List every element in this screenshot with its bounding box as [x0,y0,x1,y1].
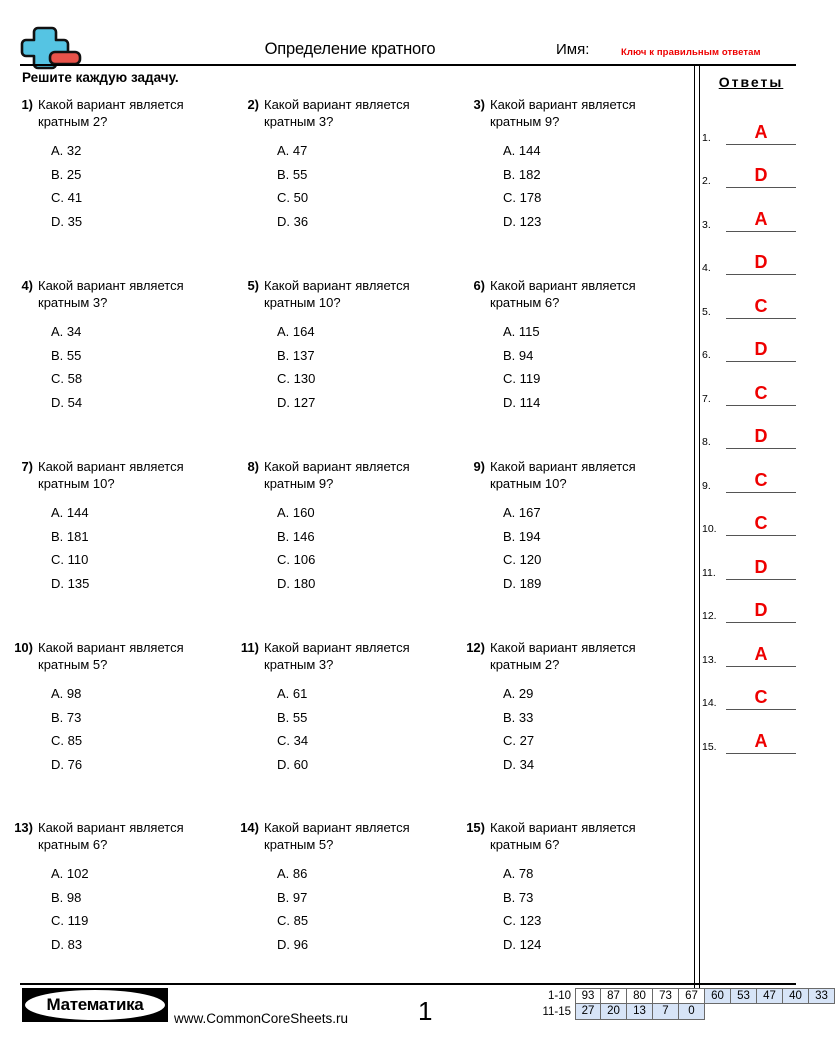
question-item-9 [464,458,690,636]
answer-row[interactable] [702,670,806,714]
question-number: 2) [247,97,259,112]
answer-value: A [754,208,768,229]
question-text: Какой вариант является кратным 2? [490,640,636,672]
question-number: 6) [473,278,485,293]
answer-value: C [754,687,768,707]
answer-blank-line [726,361,796,362]
plus-minus-logo-icon [22,24,84,66]
answers-panel-title: Ответы [718,74,784,90]
answer-row[interactable] [702,191,806,235]
question-number: 15) [466,820,485,835]
question-number: 12) [466,640,485,655]
answer-row[interactable] [702,583,806,627]
score-cell: 93 [575,988,601,1004]
choice-option[interactable]: A. 102 [51,866,89,881]
choice-option[interactable]: B. 55 [277,709,308,725]
question-number: 9) [473,459,485,474]
score-cell: 73 [653,988,679,1004]
choice-option[interactable]: D. 189 [503,575,542,591]
answer-blank-line [726,492,796,493]
score-cell: 0 [679,1004,705,1020]
choice-option[interactable]: B. 73 [503,889,534,905]
answer-value: C [754,295,768,316]
answer-index: 11. [702,566,716,579]
choice-option[interactable]: C. 85 [51,733,83,748]
answer-blank-line [726,579,796,580]
answer-row[interactable] [702,148,806,192]
score-cell: 40 [783,988,809,1004]
choice-option[interactable]: D. 54 [51,394,83,410]
choice-list [490,682,686,776]
choice-option[interactable]: B. 25 [51,166,82,182]
choice-option[interactable]: D. 114 [503,394,541,410]
answer-value: D [754,165,768,185]
choice-option[interactable]: C. 41 [51,190,83,205]
question-item-13 [12,819,238,969]
question-item-7 [12,458,238,636]
choice-list [264,501,460,595]
question-row [12,458,692,636]
question-number: 4) [21,278,33,293]
answer-blank-line [726,535,796,536]
choice-option[interactable]: B. 182 [503,166,541,182]
instruction-text: Решите каждую задачу. [22,70,179,85]
choice-option[interactable]: A. 34 [51,324,82,339]
choice-option[interactable]: D. 35 [51,213,83,229]
answer-value: A [754,121,768,142]
answer-blank-line [726,666,796,667]
choice-option[interactable]: B. 146 [277,528,315,544]
score-cell: 27 [575,1004,601,1020]
answer-blank-line [726,231,796,232]
answer-blank-line [726,622,796,623]
choice-list [38,139,234,233]
answer-index: 13. [702,653,717,666]
choice-list [264,320,460,414]
score-cell: 20 [601,1004,627,1020]
page-header [0,0,816,66]
site-url[interactable]: www.CommonCoreSheets.ru [174,1011,349,1026]
answer-index: 5. [702,305,711,318]
choice-list [490,139,686,233]
score-cell: 7 [653,1004,679,1020]
question-item-5 [238,277,464,455]
choice-option[interactable]: A. 167 [503,505,541,520]
choice-option[interactable]: B. 194 [503,528,541,544]
choice-list [38,320,234,414]
choice-option[interactable]: C. 110 [51,552,89,567]
choice-option[interactable]: D. 127 [277,394,316,410]
choice-option[interactable]: D. 123 [503,213,542,229]
question-item-15 [464,819,690,969]
question-text: Какой вариант является кратным 2? [38,97,184,129]
choice-option[interactable]: D. 76 [51,756,83,772]
answer-value: D [754,252,768,272]
answer-row[interactable] [702,452,806,496]
answer-index: 7. [702,392,711,405]
question-text: Какой вариант является кратным 3? [38,278,184,310]
choice-option[interactable]: B. 73 [51,709,82,725]
choice-option[interactable]: B. 55 [51,347,82,363]
choice-option[interactable]: A. 98 [51,686,82,701]
answer-value: D [754,426,768,446]
question-item-12 [464,639,690,816]
score-table [531,988,835,1020]
choice-option[interactable]: C. 106 [277,552,316,567]
question-row [12,819,692,969]
choice-list [264,139,460,233]
answer-value: D [754,556,768,577]
question-number: 11) [240,640,259,655]
question-item-10 [12,639,238,816]
answer-row[interactable] [702,539,806,583]
answer-value: A [754,643,768,664]
choice-option[interactable]: C. 34 [277,733,309,748]
questions-grid [12,96,692,972]
score-cell: 53 [731,988,757,1004]
answer-value: D [754,339,768,359]
choice-option[interactable]: C. 58 [51,371,83,386]
answer-index: 4. [702,262,711,274]
answer-index: 1. [702,131,711,144]
question-number: 1) [21,97,33,112]
question-text: Какой вариант является кратным 5? [264,820,410,852]
question-text: Какой вариант является кратным 9? [264,459,410,491]
brand-oval [25,990,165,1020]
choice-option[interactable]: D. 36 [277,213,309,229]
answer-row[interactable] [702,713,806,757]
question-text: Какой вариант является кратным 10? [38,459,184,491]
question-text: Какой вариант является кратным 6? [490,278,636,310]
choice-option[interactable]: A. 144 [51,505,89,520]
question-item-11 [238,639,464,816]
choice-option[interactable]: A. 61 [277,686,308,701]
choice-option[interactable]: B. 55 [277,166,308,182]
choice-option[interactable]: D. 34 [503,756,535,772]
answer-blank-line [726,448,796,449]
answer-row[interactable] [702,322,806,366]
answer-index: 12. [702,610,717,622]
answer-row[interactable] [702,104,806,148]
question-text: Какой вариант является кратным 5? [38,640,184,672]
question-text: Какой вариант является кратным 10? [490,459,636,491]
choice-list [490,501,686,595]
answer-index: 15. [702,740,717,753]
answer-index: 14. [702,697,717,709]
question-text: Какой вариант является кратным 10? [264,278,410,310]
answer-blank-line [726,405,796,406]
answer-index: 9. [702,479,711,492]
choice-option[interactable]: B. 33 [503,709,534,725]
answer-value: A [754,730,768,751]
score-row-label: 11-15 [542,1006,571,1018]
answer-blank-line [726,187,796,188]
choice-option[interactable]: A. 160 [277,505,315,520]
choice-option[interactable]: C. 27 [503,733,535,748]
choice-option[interactable]: A. 32 [51,143,82,158]
question-item-3 [464,96,690,274]
question-item-8 [238,458,464,636]
score-cell: 67 [679,988,705,1004]
choice-option[interactable]: D. 124 [503,936,542,952]
answer-row[interactable] [702,365,806,409]
answer-index: 6. [702,349,711,361]
score-cell: 80 [627,988,653,1004]
choice-list [38,501,234,595]
answer-value: C [754,382,768,403]
question-text: Какой вариант является кратным 3? [264,640,410,672]
answer-row[interactable] [702,626,806,670]
choice-option[interactable]: C. 85 [277,913,309,928]
question-item-6 [464,277,690,455]
question-number: 7) [21,459,33,474]
question-text: Какой вариант является кратным 6? [38,820,184,852]
question-number: 14) [240,820,259,835]
score-cell: 47 [757,988,783,1004]
score-cell: 87 [601,988,627,1004]
answer-blank-line [726,709,796,710]
page-number: 1 [418,996,433,1026]
choice-option[interactable]: D. 180 [277,575,316,591]
choice-option[interactable]: D. 60 [277,756,309,772]
answer-row[interactable] [702,278,806,322]
choice-list [490,862,686,956]
answer-value: C [754,513,768,533]
choice-option[interactable]: C. 50 [277,190,309,205]
score-cell: 13 [627,1004,653,1020]
choice-option[interactable]: C. 119 [503,371,541,386]
choice-option[interactable]: B. 94 [503,347,534,363]
question-text: Какой вариант является кратным 9? [490,97,636,129]
score-row [531,988,835,1004]
answers-list [702,104,806,757]
name-label: Имя: [556,41,590,58]
answer-row[interactable] [702,235,806,279]
brand-label: Математика [46,995,144,1014]
answers-column-divider [694,66,701,1006]
choice-option[interactable]: D. 96 [277,936,309,952]
choice-list [38,862,234,956]
choice-option[interactable]: A. 78 [503,866,534,881]
footer-divider-rule [20,983,796,985]
question-number: 5) [247,278,259,293]
choice-option[interactable]: A. 144 [503,143,541,158]
question-item-2 [238,96,464,274]
page-title: Определение кратного [264,40,436,58]
choice-option[interactable]: C. 123 [503,913,542,928]
choice-option[interactable]: B. 181 [51,528,89,544]
score-cell: 33 [809,988,835,1004]
choice-option[interactable]: B. 97 [277,889,308,905]
answer-index: 8. [702,436,711,448]
question-row [12,96,692,274]
choice-option[interactable]: D. 135 [51,575,90,591]
question-number: 8) [247,459,259,474]
question-number: 10) [14,640,33,655]
question-item-14 [238,819,464,969]
answer-row[interactable] [702,496,806,540]
choice-option[interactable]: C. 119 [51,913,89,928]
choice-option[interactable]: A. 115 [503,324,540,339]
score-cell: 60 [705,988,731,1004]
choice-list [490,320,686,414]
question-row [12,277,692,455]
question-item-4 [12,277,238,455]
question-number: 3) [473,97,485,112]
answer-index: 2. [702,175,711,187]
choice-list [264,862,460,956]
question-number: 13) [14,820,33,835]
choice-option[interactable]: B. 137 [277,347,315,363]
choice-option[interactable]: C. 178 [503,190,542,205]
choice-option[interactable]: A. 29 [503,686,534,701]
answer-blank-line [726,274,796,275]
answer-blank-line [726,318,796,319]
question-text: Какой вариант является кратным 6? [490,820,636,852]
score-row-label: 1-10 [547,990,571,1002]
brand-logo [22,988,168,1022]
answer-index: 3. [702,218,711,231]
answer-blank-line [726,753,796,754]
answer-row[interactable] [702,409,806,453]
choice-option[interactable]: A. 47 [277,143,308,158]
choice-option[interactable]: A. 86 [277,866,308,881]
choice-option[interactable]: C. 120 [503,552,542,567]
answer-key-badge: Ключ к правильным ответам [621,47,761,58]
answer-value: D [754,600,768,620]
choice-list [264,682,460,776]
answer-blank-line [726,144,796,145]
answer-index: 10. [702,523,717,535]
header-divider-rule [20,64,796,66]
question-row [12,639,692,816]
choice-list [38,682,234,776]
question-text: Какой вариант является кратным 3? [264,97,410,129]
choice-option[interactable]: B. 98 [51,889,82,905]
answer-value: C [754,469,768,490]
choice-option[interactable]: D. 83 [51,936,83,952]
score-row [531,1004,835,1020]
choice-option[interactable]: C. 130 [277,371,316,386]
choice-option[interactable]: A. 164 [277,324,315,339]
question-item-1 [12,96,238,274]
answers-panel [702,66,806,757]
